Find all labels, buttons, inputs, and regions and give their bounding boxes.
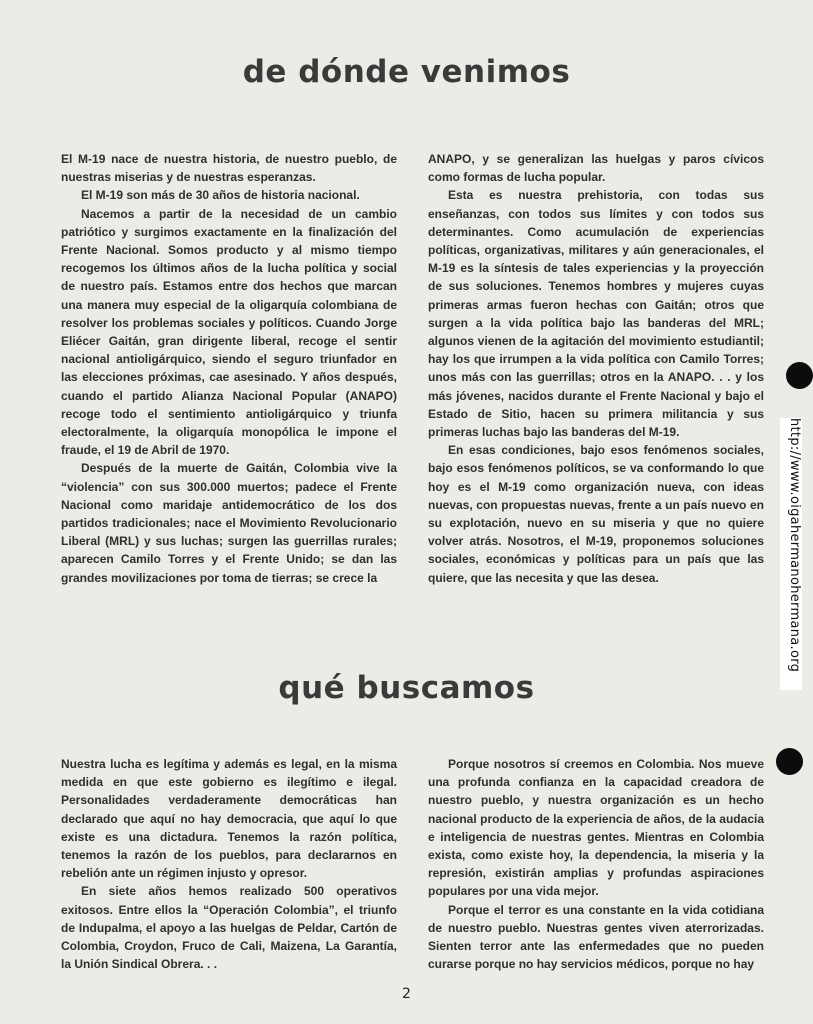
paragraph: Nacemos a partir de la necesidad de un cambio patriótico y surgimos exactamente en la finalización del Frente Nacional. Somos producto y al mismo tiempo recogemos los últimos años de la lucha política y social de nuestro país. Estamos entre dos hechos que marcan una manera muy especial de la oligarquía colombiana de resolver los problemas sociales y políticos. Cuando Jorge Eliécer Gaitán, gran dirigente liberal, recoge el sentir nacional antioligárquico, siendo el seguro triunfador en las elecciones próximas, cae asesinado. Y años después, cuando el partido Alianza Nacional Popular (ANAPO) recoge todo el sentimiento antioligárquico y triunfa electoralmente, la oligarquía monopólica le impone el fraude, el 19 de Abril de 1970. bbox=[61, 206, 397, 458]
paragraph: Esta es nuestra prehistoria, con todas sus enseñanzas, con todos sus límites y con todos sus determinantes. Como acumulación de experiencias políticas, organizativas, militares y aún generacionales, el M-19 es la síntesis de tales experiencias y la proyección de sus soluciones. Tenemos hombres y mujeres cuyas primeras armas fueron hechas con Gaitán; otros que surgen a la vida política bajo las banderas del MRL; algunos vienen de la agitación del movimiento estudiantil; hay los que irrumpen a la vida política con Camilo Torres; unos más con las guerrillas; otros en la ANAPO. . . y los más jóvenes, nacidos durante el Frente Nacional y bajo el Estado de Sitio, hacen su primera militancia y sus primeras luchas bajo las banderas del M-19. bbox=[428, 188, 764, 440]
paragraph: El M-19 son más de 30 años de historia nacional. bbox=[81, 188, 360, 203]
paragraph: Después de la muerte de Gaitán, Colombia vive la “violencia” con sus 300.000 muertos; padece el Frente Nacional como maridaje antidemocrático de los dos partidos tradicionales; nace el Movimiento Revolucionario Liberal (MRL) y sus luchas; surgen las guerrillas rurales; aparecen Camilo Torres y el Frente Unido; se dan las grandes movilizaciones por toma de tierras; se crece la bbox=[61, 461, 397, 585]
paragraph: En esas condiciones, bajo esos fenómenos sociales, bajo esos fenómenos políticos, se va conformando lo que hoy es el M-19 como organización nueva, con ideas nuevas, con propuestas nuevas, frente a un país nuevo en su explotación, nuevo en su miseria y que no quiere volver atrás. Nosotros, el M-19, proponemos soluciones sociales, económicas y políticas para un país que las quiere, que las necesita y que las desea. bbox=[428, 443, 764, 585]
section2-column-left bbox=[61, 755, 397, 973]
section-title-de-donde-venimos: de dónde venimos bbox=[242, 54, 571, 90]
paragraph: El M-19 nace de nuestra historia, de nuestro pueblo, de nuestras miserias y de nuestras esperanzas. bbox=[61, 152, 397, 185]
section1-column-left bbox=[61, 150, 397, 587]
section-title-que-buscamos: qué buscamos bbox=[278, 670, 535, 706]
paragraph: Porque nosotros sí creemos en Colombia. Nos mueve una profunda confianza en la capacidad creadora de nuestro pueblo, y nuestra organización es un hecho nacional producto de la experiencia de años, de la audacia e inteligencia de nuestras gentes. Mientras en Colombia exista, como existe hoy, la dependencia, la miseria y la represión, existirán amplias y profundas aspiraciones populares por una vida mejor. bbox=[428, 757, 764, 899]
section1-column-right bbox=[428, 150, 764, 587]
paragraph: Porque el terror es una constante en la vida cotidiana de nuestro pueblo. Nuestras gentes viven aterrorizadas. Sienten terror ante las enfermedades que no pueden curarse porque no hay servicios médicos, porque no hay bbox=[428, 902, 764, 972]
paragraph: Nuestra lucha es legítima y además es legal, en la misma medida en que este gobierno es ilegítimo e ilegal. Personalidades verdaderamente democráticas han declarado que aquí no hay democracia, que aquí lo que existe es una dictadura. Tenemos la razón política, tenemos la razón de los pueblos, para declararnos en rebelión ante un régimen injusto y opresor. bbox=[61, 757, 397, 881]
paragraph: ANAPO, y se generalizan las huelgas y paros cívicos como formas de lucha popular. bbox=[428, 152, 764, 185]
section2-column-right bbox=[428, 755, 764, 973]
binder-hole-icon bbox=[786, 362, 813, 389]
watermark-url: http://www.oigahermanohermana.org bbox=[780, 418, 802, 690]
binder-hole-icon bbox=[776, 748, 803, 775]
paragraph: En siete años hemos realizado 500 operativos exitosos. Entre ellos la “Operación Colombia”, el triunfo de Indupalma, el apoyo a las huelgas de Peldar, Cartón de Colombia, Croydon, Fruco de Cali, Maizena, La Garantía, la Unión Sindical Obrera. . . bbox=[61, 884, 397, 972]
page-number: 2 bbox=[402, 986, 411, 1002]
